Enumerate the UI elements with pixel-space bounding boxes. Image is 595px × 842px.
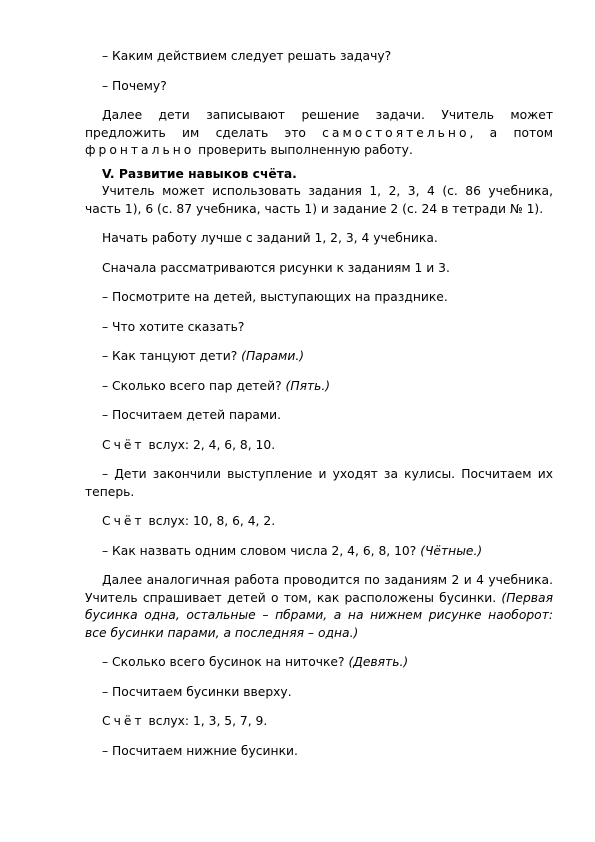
paragraph-beads (85, 572, 553, 642)
question-look: – Посмотрите на детей, выступающих на празднике. (102, 290, 448, 304)
instruction-beads-bottom: – Посчитаем нижние бусинки. (102, 743, 298, 758)
count-aloud-1 (85, 437, 553, 455)
paragraph-pictures: Сначала рассматриваются рисунки к заданиям 1 и 3. (102, 260, 450, 275)
spaced-word: Счёт (102, 514, 145, 528)
answer-text: (Парами.) (241, 349, 305, 363)
question-beads (85, 654, 553, 672)
question-text: – Сколько всего бусинок на ниточке? (102, 655, 349, 669)
answer-text: (Первая бусинка одна, остальные – пбрами, а на нижнем рисунке наоборот: все бусинки парами, а последняя – одна.) (85, 590, 553, 640)
count-text: вслух: 2, 4, 6, 8, 10. (144, 437, 276, 452)
question-even (85, 543, 553, 561)
spaced-word: фронтально (85, 143, 195, 157)
paragraph-solution (85, 107, 553, 160)
question-say: – Что хотите сказать? (102, 319, 245, 334)
text: Далее аналогичная работа проводится по заданиям 2 и 4 учебника. Учитель спрашивает детей о том, как расположены бусинки. (85, 573, 553, 605)
question-text: – Как назвать одним словом числа 2, 4, 6, 8, 10? (102, 543, 421, 558)
spaced-word: Счёт (102, 714, 145, 728)
question-why: – Почему? (102, 78, 167, 93)
question-action: – Каким действием следует решать задачу? (102, 49, 392, 63)
answer-text: (Девять.) (348, 655, 409, 669)
answer-text: (Пять.) (285, 378, 331, 393)
question-text: – Сколько всего пар детей? (102, 378, 286, 393)
question-text: – Как танцуют дети? (102, 349, 242, 363)
text: проверить выполненную работу. (194, 143, 413, 157)
text: Далее дети записывают решение задачи. Учитель может предложить им сделать это (85, 108, 553, 140)
text: , а потом (469, 125, 553, 140)
section-heading: V. Развитие навыков счёта. (102, 166, 297, 181)
question-pairs (85, 378, 553, 396)
answer-text: (Чётные.) (420, 543, 483, 558)
paragraph-tasks: Учитель может использовать задания 1, 2, 3, 4 (с. 86 учебника, часть 1), 6 (с. 87 учебника, часть 1) и задание 2 (с. 24 в тетради № 1). (85, 184, 553, 216)
count-text: вслух: 10, 8, 6, 4, 2. (144, 514, 276, 528)
count-aloud-2 (85, 513, 553, 531)
spaced-word: Счёт (102, 437, 145, 452)
question-dance (85, 348, 553, 366)
document-page (85, 48, 553, 772)
paragraph-start: Начать работу лучше с заданий 1, 2, 3, 4 учебника. (102, 231, 438, 245)
count-aloud-3 (85, 713, 553, 731)
instruction-count-pairs: – Посчитаем детей парами. (102, 408, 282, 422)
spaced-word: самостоятельно (322, 125, 470, 140)
paragraph-finished: – Дети закончили выступление и уходят за кулисы. Посчитаем их теперь. (85, 467, 553, 499)
count-text: вслух: 1, 3, 5, 7, 9. (144, 714, 268, 728)
instruction-beads-top: – Посчитаем бусинки вверху. (102, 684, 292, 699)
